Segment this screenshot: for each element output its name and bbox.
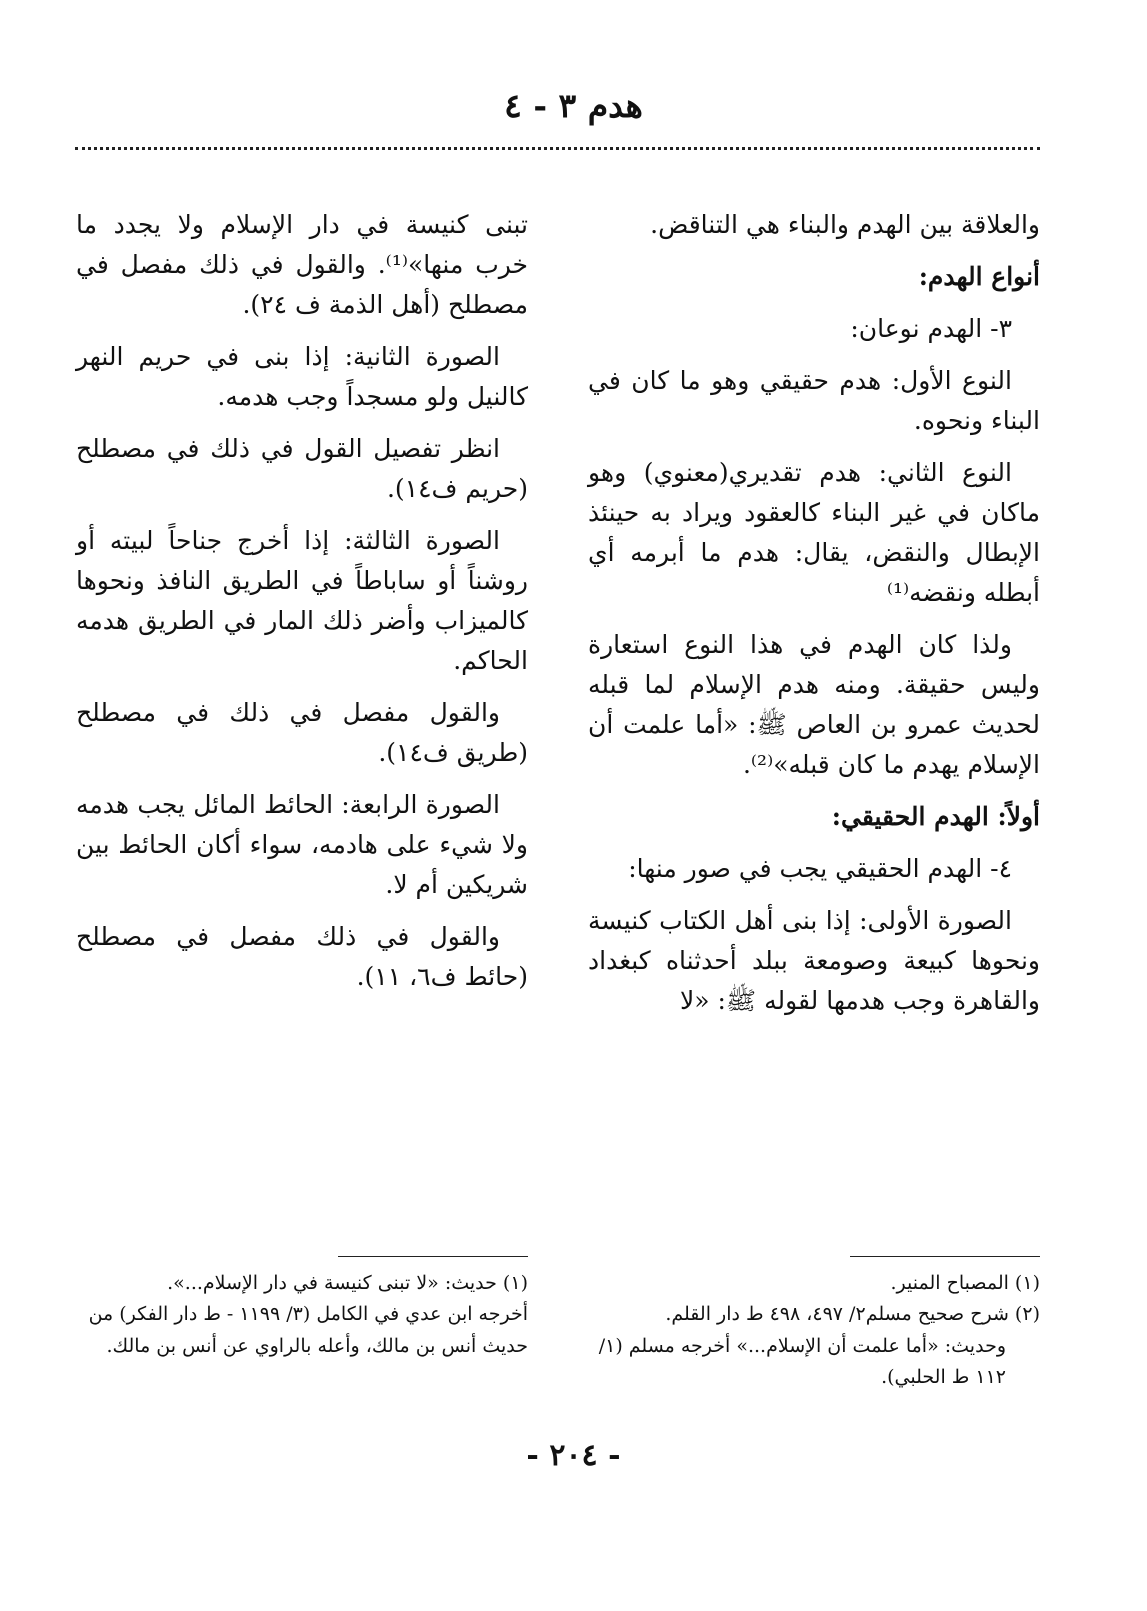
section-heading: أنواع الهدم:: [918, 262, 1040, 291]
paragraph: النوع الثاني: هدم تقديري(معنوي) وهو ماكان في غير البناء كالعقود ويراد به حينئذ الإبطال والنقض، يقال: هدم ما أبرمه أي أبطله ونقضه⁽¹⁾: [588, 458, 1040, 607]
right-column: [588, 205, 1040, 1033]
paragraph: تبنى كنيسة في دار الإسلام ولا يجدد ما خرب منها»⁽¹⁾. والقول في ذلك مفصل في مصطلح (أهل الذمة ف ٢٤).: [76, 210, 528, 319]
paragraph: انظر تفصيل القول في ذلك في مصطلح (حريم ف١٤).: [76, 434, 528, 503]
footnote-continuation: وحديث: «أما علمت أن الإسلام...» أخرجه مسلم (١/ ١١٢ ط الحلبي).: [598, 1334, 1006, 1389]
left-column: [76, 205, 528, 1009]
paragraph: ولذا كان الهدم في هذا النوع استعارة وليس حقيقة. ومنه هدم الإسلام لما قبله لحديث عمرو بن العاص ﷺ: «أما علمت أن الإسلام يهدم ما كان قبله»⁽²⁾.: [588, 630, 1040, 779]
footnote: (١) المصباح المنير.: [890, 1272, 1040, 1294]
footnote-rule: [850, 1256, 1040, 1257]
header-dotted-rule: [75, 147, 1040, 150]
footnote: (١) حديث: «لا تبنى كنيسة في دار الإسلام...».: [167, 1272, 528, 1294]
paragraph: الصورة الثانية: إذا بنى في حريم النهر كالنيل ولو مسجداً وجب هدمه.: [76, 342, 528, 411]
paragraph: والقول في ذلك مفصل في مصطلح (حائط ف٦، ١١).: [76, 922, 528, 991]
footnote-continuation: أخرجه ابن عدي في الكامل (٣/ ١١٩٩ - ط دار الفكر) من حديث أنس بن مالك، وأعله بالراوي عن أنس بن مالك.: [88, 1303, 528, 1357]
paragraph: النوع الأول: هدم حقيقي وهو ما كان في البناء ونحوه.: [588, 366, 1040, 435]
paragraph: الصورة الثالثة: إذا أخرج جناحاً لبيته أو روشناً أو ساباطاً في الطريق النافذ ونحوها كالميزاب وأضر ذلك المار في الطريق هدمه الحاكم.: [76, 526, 528, 675]
paragraph: والعلاقة بين الهدم والبناء هي التناقض.: [650, 210, 1040, 239]
paragraph: ٣- الهدم نوعان:: [850, 314, 1012, 343]
paragraph: والقول مفصل في ذلك في مصطلح (طريق ف١٤).: [76, 698, 528, 767]
footnotes-left: [76, 1268, 528, 1362]
footnote: (٢) شرح صحيح مسلم٢/ ٤٩٧، ٤٩٨ ط دار القلم.: [665, 1303, 1040, 1326]
paragraph: الصورة الرابعة: الحائط المائل يجب هدمه ولا شيء على هادمه، سواء أكان الحائط بين شريكين أم لا.: [76, 790, 528, 899]
footnotes-right: [588, 1268, 1040, 1393]
paragraph: الصورة الأولى: إذا بنى أهل الكتاب كنيسة ونحوها كبيعة وصومعة ببلد أحدثناه كبغداد والقاهرة وجب هدمها لقوله ﷺ: «لا: [588, 906, 1040, 1015]
paragraph: ٤- الهدم الحقيقي يجب في صور منها:: [628, 854, 1012, 883]
running-header: هدم ٣ - ٤: [504, 86, 643, 125]
footnote-rule: [338, 1256, 528, 1257]
page-number: - ٢٠٤ -: [526, 1438, 621, 1473]
section-heading: أولاً: الهدم الحقيقي:: [831, 802, 1040, 831]
